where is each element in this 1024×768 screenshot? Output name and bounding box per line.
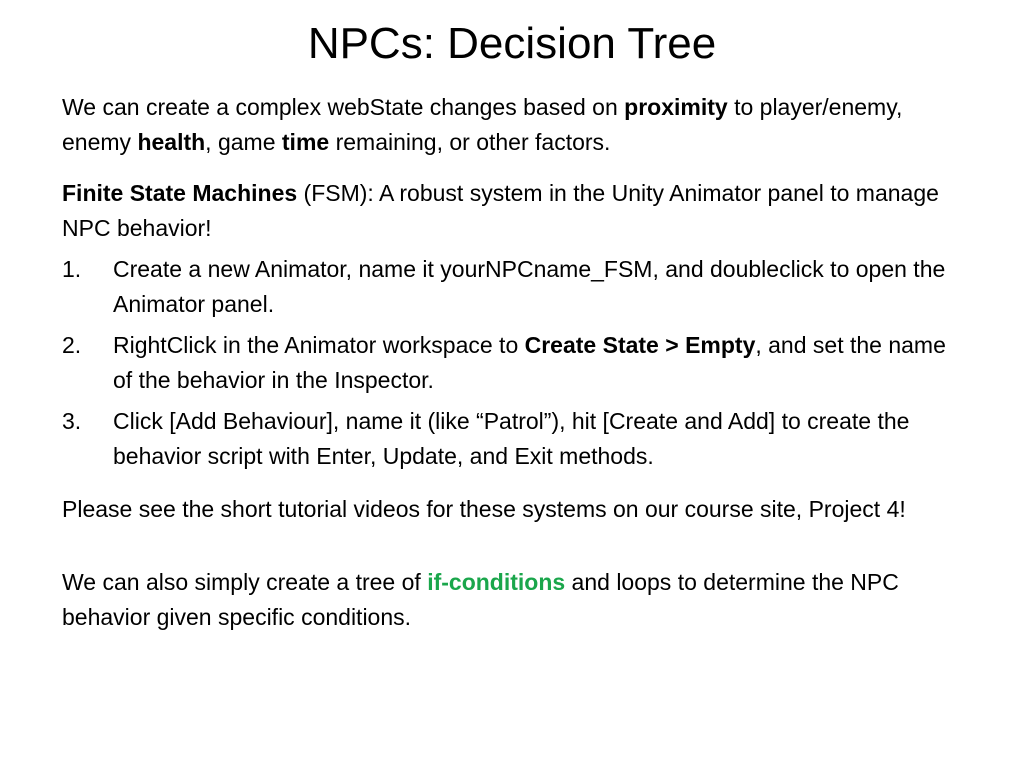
step-number: 2. [62,332,82,358]
intro-text-3: , game [205,129,282,155]
intro-text-4: remaining, or other factors. [329,129,611,155]
step-text: Create a new Animator, name it yourNPCname_FSM, and doubleclick to open the Animator panel. [113,256,946,317]
fsm-paragraph [62,176,962,246]
intro-text-1: We can create a complex webState changes based on [62,94,625,120]
intro-text-2: to player/enemy, enemy [62,94,903,155]
slide-body [62,90,962,635]
tree-paragraph [62,565,962,635]
tree-text-2: and loops to determine the NPC behavior given specific conditions. [62,569,899,630]
slide-title: NPCs: Decision Tree [307,19,717,68]
fsm-text: (FSM): A robust system in the Unity Animator panel to manage NPC behavior! [62,180,939,241]
list-item [62,252,962,322]
list-item [62,328,962,398]
intro-bold-proximity: proximity [624,94,728,120]
intro-paragraph [62,90,962,160]
step-bold: Create State > Empty [524,332,756,358]
step-text: Click [Add Behaviour], name it (like “Patrol”), hit [Create and Add] to create the behavior script with Enter, Update, and Exit methods. [113,408,910,469]
fsm-bold-heading: Finite State Machines [62,180,298,206]
list-item [62,404,962,474]
step-text: RightClick in the Animator workspace to [113,332,525,358]
tree-text-1: We can also simply create a tree of [62,569,428,595]
step-number: 3. [62,408,82,434]
step-text: , and set the name of the behavior in the Inspector. [113,332,946,393]
tutorial-paragraph: Please see the short tutorial videos for these systems on our course site, Project 4! [62,496,906,522]
if-conditions-highlight: if-conditions [427,569,566,595]
steps-list [62,252,962,474]
intro-bold-time: time [281,129,330,155]
step-number: 1. [62,256,82,282]
intro-bold-health: health [137,129,206,155]
